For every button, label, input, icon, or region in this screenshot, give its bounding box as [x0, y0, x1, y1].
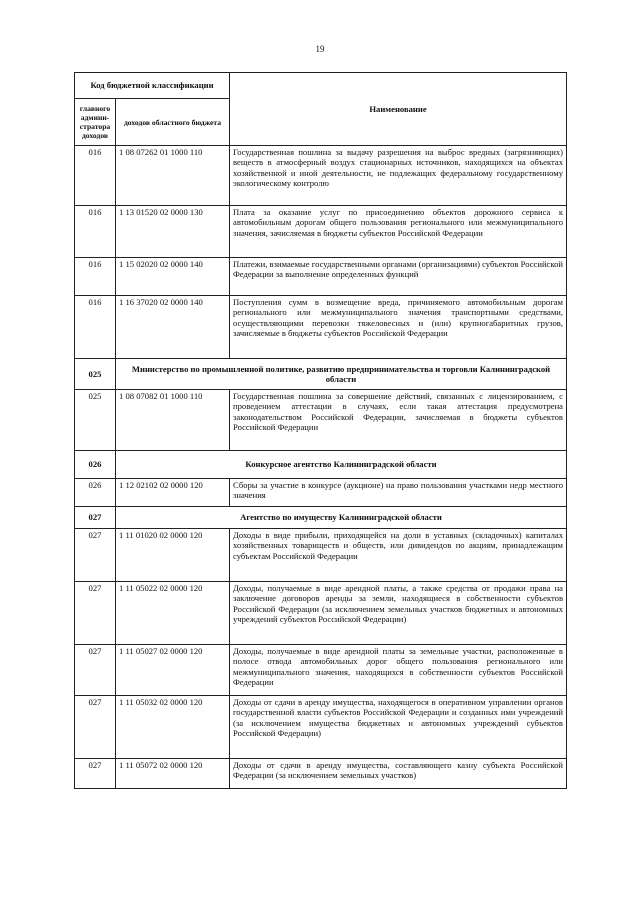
- income-code-cell: 1 08 07082 01 1000 110: [116, 390, 230, 451]
- income-code-cell: 1 16 37020 02 0000 140: [116, 296, 230, 359]
- income-code-cell: 1 08 07262 01 1000 110: [116, 146, 230, 206]
- table-row: [75, 696, 567, 759]
- budget-classification-table: [74, 72, 567, 789]
- income-code-cell: 1 15 02020 02 0000 140: [116, 258, 230, 296]
- admin-code-cell: 026: [75, 479, 116, 507]
- table-row: [75, 645, 567, 696]
- income-name-cell: Поступления сумм в возмещение вреда, причиняемого автомобильным дорогам регионального или межмуниципального значения транспортными средствами, осуществляющими перевозки тяжеловесных и (или) крупногабаритных грузов, зачисляемые в бюджеты субъектов Российской Федерации: [230, 296, 567, 359]
- income-code-cell: 1 12 02102 02 0000 120: [116, 479, 230, 507]
- name-column-header: Наименование: [230, 73, 567, 146]
- income-code-cell: 1 11 05072 02 0000 120: [116, 759, 230, 789]
- table-row: [75, 759, 567, 789]
- income-name-cell: Плата за оказание услуг по присоединению объектов дорожного сервиса к автомобильным дорогам общего пользования регионального или межмуниципального значения, зачисляемая в бюджеты субъектов Российской Федерации: [230, 206, 567, 258]
- section-row: [75, 359, 567, 390]
- table-row: [75, 529, 567, 582]
- admin-code-cell: 025: [75, 359, 116, 390]
- table-row: [75, 258, 567, 296]
- page-number: 19: [315, 44, 325, 54]
- table-row: [75, 296, 567, 359]
- income-name-cell: Доходы от сдачи в аренду имущества, составляющего казну субъекта Российской Федерации (за исключением земельных участков): [230, 759, 567, 789]
- income-name-cell: Доходы от сдачи в аренду имущества, находящегося в оперативном управлении органов государственной власти субъектов Российской Федерации и созданных ими учреждений (за исключением имущества бюджетных и автономных учреждений субъектов Российской Федерации): [230, 696, 567, 759]
- admin-code-cell: 025: [75, 390, 116, 451]
- admin-code-cell: 016: [75, 296, 116, 359]
- income-code-cell: 1 11 01020 02 0000 120: [116, 529, 230, 582]
- income-name-cell: Государственная пошлина за выдачу разрешения на выброс вредных (загрязняющих) веществ в атмосферный воздух стационарных источников, находящихся на объектах хозяйственной и иной деятельности, не подлежащих федеральному государственному экологическому контролю: [230, 146, 567, 206]
- table-row: [75, 146, 567, 206]
- table-row: [75, 479, 567, 507]
- income-name-cell: Государственная пошлина за совершение действий, связанных с лицензированием, с проведением аттестации в случаях, если такая аттестация предусмотрена законодательством Российской Федерации, зачисляемая в бюджеты субъектов Российской Федерации: [230, 390, 567, 451]
- table-row: [75, 206, 567, 258]
- income-code-cell: 1 11 05032 02 0000 120: [116, 696, 230, 759]
- section-title-cell: Конкурсное агентство Калининградской области: [116, 451, 567, 479]
- admin-code-cell: 027: [75, 759, 116, 789]
- admin-code-cell: 016: [75, 206, 116, 258]
- section-row: [75, 451, 567, 479]
- income-name-cell: Доходы, получаемые в виде арендной платы за земельные участки, расположенные в полосе отвода автомобильных дорог общего пользования регионального или межмуниципального значения, находящихся в собственности субъектов Российской Федерации: [230, 645, 567, 696]
- admin-code-cell: 027: [75, 696, 116, 759]
- income-code-cell: 1 11 05027 02 0000 120: [116, 645, 230, 696]
- table-row: [75, 390, 567, 451]
- code-group-header: Код бюджетной классификации: [75, 73, 230, 99]
- admin-code-cell: 027: [75, 529, 116, 582]
- income-name-cell: Доходы в виде прибыли, приходящейся на доли в уставных (складочных) капиталах хозяйственных товариществ и обществ, или дивидендов по акциям, принадлежащим субъектам Российской Федерации: [230, 529, 567, 582]
- admin-code-cell: 027: [75, 507, 116, 529]
- admin-column-header: главного админи-стратора доходов: [75, 99, 116, 146]
- income-code-cell: 1 11 05022 02 0000 120: [116, 582, 230, 645]
- admin-code-cell: 026: [75, 451, 116, 479]
- income-name-cell: Платежи, взимаемые государственными органами (организациями) субъектов Российской Федерации за выполнение определенных функций: [230, 258, 567, 296]
- admin-code-cell: 016: [75, 258, 116, 296]
- admin-code-cell: 016: [75, 146, 116, 206]
- income-code-cell: 1 13 01520 02 0000 130: [116, 206, 230, 258]
- income-name-cell: Сборы за участие в конкурсе (аукционе) на право пользования участками недр местного значения: [230, 479, 567, 507]
- income-name-cell: Доходы, получаемые в виде арендной платы, а также средства от продажи права на заключение договоров аренды за земли, находящиеся в собственности субъектов Российской Федерации (за исключением земельных участков бюджетных и автономных учреждений субъектов Российской Федерации): [230, 582, 567, 645]
- table-row: [75, 582, 567, 645]
- table-body: [75, 146, 567, 789]
- admin-code-cell: 027: [75, 582, 116, 645]
- income-column-header: доходов областного бюджета: [116, 99, 230, 146]
- section-title-cell: Министерство по промышленной политике, развитию предпринимательства и торговли Калининградской области: [116, 359, 567, 390]
- section-row: [75, 507, 567, 529]
- section-title-cell: Агентство по имуществу Калининградской области: [116, 507, 567, 529]
- admin-code-cell: 027: [75, 645, 116, 696]
